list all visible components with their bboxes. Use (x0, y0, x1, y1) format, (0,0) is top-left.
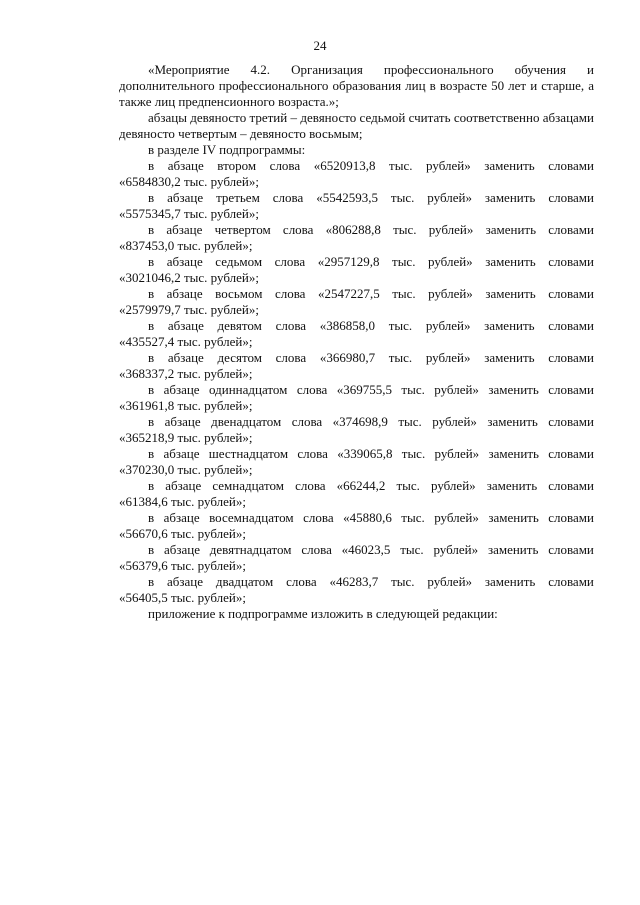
amendment-word: словами (548, 350, 594, 365)
amendment-word: тыс. (389, 158, 413, 173)
amendment-word: словами (548, 510, 594, 525)
amendment-word: словами (548, 478, 594, 493)
amendment-line (119, 414, 594, 430)
amendment-item (119, 318, 594, 350)
amendment-word: рублей» (430, 478, 476, 493)
amendment-word: в (148, 318, 155, 333)
amendment-list (119, 158, 594, 606)
amendment-new-value: «61384,6 тыс. рублей»; (119, 494, 246, 509)
amendment-word: абзаце (163, 446, 200, 461)
amendment-word: рублей» (425, 350, 471, 365)
amendment-word: слова (286, 574, 317, 589)
amendment-item (119, 414, 594, 446)
amendment-word: рублей» (432, 414, 477, 429)
amendment-word: абзаце (167, 158, 204, 173)
amendment-word: абзаце (167, 574, 204, 589)
amendment-word: тыс. (388, 318, 413, 333)
amendment-word: одиннадцатом (209, 382, 288, 397)
amendment-word: заменить (485, 254, 536, 269)
amendment-word: «386858,0 (319, 318, 375, 333)
amendment-word: словами (548, 446, 594, 461)
amendment-new-value: «6584830,2 тыс. рублей»; (119, 174, 259, 189)
amendment-word: словами (548, 414, 594, 429)
amendment-word: втором (217, 158, 257, 173)
amendment-word: восьмом (215, 286, 263, 301)
amendment-word: «66244,2 (336, 478, 386, 493)
amendment-word: девятнадцатом (209, 542, 292, 557)
amendment-word: в (148, 350, 155, 365)
amendment-new-value: «365218,9 тыс. рублей»; (119, 430, 253, 445)
amendment-word: слова (272, 190, 304, 205)
amendment-word: в (148, 286, 155, 301)
amendment-new-value: «361961,8 тыс. рублей»; (119, 398, 253, 413)
amendment-item (119, 542, 594, 574)
amendment-item (119, 158, 594, 190)
amendment-word: абзаце (165, 478, 202, 493)
amendment-word: слова (296, 382, 328, 397)
paragraph-renumbering: абзацы девяносто третий – девяносто седьмой считать соответственно абзацами девяносто четвертым – девяносто восьмым; (119, 110, 594, 141)
amendment-line (119, 478, 594, 494)
amendment-word: восемнадцатом (209, 510, 294, 525)
amendment-word: абзаце (167, 350, 204, 365)
amendment-word: тыс. (401, 446, 426, 461)
amendment-word: словами (548, 542, 594, 557)
amendment-word: третьем (216, 190, 260, 205)
amendment-new-value: «56379,6 тыс. рублей»; (119, 558, 246, 573)
amendment-word: заменить (488, 446, 539, 461)
amendment-word: рублей» (433, 542, 479, 557)
amendment-word: в (148, 382, 155, 397)
amendment-word: абзаце (166, 286, 203, 301)
amendment-word: рублей» (434, 382, 479, 397)
amendment-item (119, 574, 594, 606)
amendment-word: словами (548, 254, 594, 269)
amendment-word: рублей» (427, 574, 473, 589)
amendment-word: рублей» (428, 254, 473, 269)
amendment-word: словами (548, 190, 594, 205)
amendment-word: в (148, 574, 155, 589)
amendment-word: рублей» (427, 190, 472, 205)
amendment-word: «2957129,8 (317, 254, 380, 269)
amendment-line (119, 350, 594, 366)
amendment-word: тыс. (398, 414, 422, 429)
amendment-word: абзаце (167, 318, 204, 333)
amendment-line (119, 510, 594, 526)
amendment-new-value: «5575345,7 тыс. рублей»; (119, 206, 259, 221)
amendment-word: рублей» (428, 222, 474, 237)
amendment-word: словами (548, 382, 594, 397)
amendment-line (119, 318, 594, 334)
amendment-word: «339065,8 (337, 446, 393, 461)
amendment-word: семнадцатом (212, 478, 284, 493)
amendment-word: в (148, 542, 155, 557)
amendment-word: тыс. (392, 286, 416, 301)
amendment-line (119, 574, 594, 590)
amendment-item (119, 190, 594, 222)
amendment-word: рублей» (426, 158, 471, 173)
amendment-word: десятом (217, 350, 262, 365)
amendment-word: седьмом (215, 254, 263, 269)
amendment-word: словами (548, 318, 594, 333)
amendment-word: в (148, 478, 155, 493)
amendment-line (119, 382, 594, 398)
amendment-word: слова (303, 510, 334, 525)
amendment-word: заменить (484, 350, 535, 365)
amendment-word: в (148, 254, 155, 269)
amendment-item (119, 254, 594, 286)
amendment-word: заменить (484, 318, 535, 333)
amendment-word: слова (269, 158, 301, 173)
amendment-new-value: «56670,6 тыс. рублей»; (119, 526, 246, 541)
amendment-word: тыс. (401, 510, 425, 525)
paragraph-closing: приложение к подпрограмме изложить в следующей редакции: (148, 606, 498, 621)
amendment-word: девятом (217, 318, 262, 333)
amendment-line (119, 158, 594, 174)
amendment-word: четвертом (214, 222, 271, 237)
amendment-word: рублей» (428, 286, 473, 301)
amendment-word: в (148, 222, 155, 237)
amendment-word: «46023,5 (341, 542, 391, 557)
amendment-word: заменить (487, 542, 539, 557)
amendment-word: слова (301, 542, 332, 557)
amendment-word: «5542593,5 (316, 190, 378, 205)
amendment-word: в (148, 158, 155, 173)
amendment-line (119, 286, 594, 302)
amendment-word: словами (548, 222, 594, 237)
amendment-word: слова (274, 286, 306, 301)
amendment-new-value: «837453,0 тыс. рублей»; (119, 238, 253, 253)
amendment-word: тыс. (390, 190, 415, 205)
amendment-item (119, 286, 594, 318)
amendment-word: «374698,9 (332, 414, 388, 429)
amendment-word: в (148, 190, 155, 205)
amendment-word: заменить (485, 222, 537, 237)
amendment-word: «46283,7 (329, 574, 379, 589)
amendment-word: двадцатом (215, 574, 274, 589)
amendment-word: заменить (484, 190, 536, 205)
amendment-word: тыс. (388, 350, 413, 365)
amendment-word: абзаце (163, 382, 200, 397)
amendment-word: абзаце (164, 414, 201, 429)
amendment-new-value: «2579979,7 тыс. рублей»; (119, 302, 259, 317)
amendment-word: заменить (488, 510, 539, 525)
amendment-word: в (148, 414, 155, 429)
amendment-word: слова (297, 446, 328, 461)
amendment-word: слова (274, 254, 306, 269)
amendment-line (119, 222, 594, 238)
amendment-word: заменить (484, 574, 536, 589)
amendment-word: словами (548, 574, 594, 589)
amendment-line (119, 190, 594, 206)
page-number: 24 (313, 38, 327, 53)
paragraph-section-heading: в разделе IV подпрограммы: (148, 142, 306, 157)
amendment-word: рублей» (434, 510, 479, 525)
amendment-word: абзаце (166, 222, 203, 237)
amendment-item (119, 382, 594, 414)
amendment-new-value: «3021046,2 тыс. рублей»; (119, 270, 259, 285)
amendment-word: тыс. (401, 382, 425, 397)
amendment-word: «45880,6 (343, 510, 392, 525)
amendment-word: шестнадцатом (208, 446, 289, 461)
amendment-line (119, 254, 594, 270)
amendment-word: абзаце (163, 510, 200, 525)
amendment-word: «2547227,5 (317, 286, 380, 301)
amendment-item (119, 478, 594, 510)
amendment-word: тыс. (392, 254, 416, 269)
amendment-word: слова (275, 318, 307, 333)
amendment-item (119, 510, 594, 542)
paragraph-measure-title: «Мероприятие 4.2. Организация профессионального обучения и дополнительного профессионального образования лиц в возрасте 50 лет и старше, а также лиц предпенсионного возраста.»; (119, 62, 594, 109)
amendment-word: в (148, 446, 155, 461)
amendment-word: абзаце (167, 190, 204, 205)
amendment-word: «366980,7 (319, 350, 376, 365)
amendment-new-value: «435527,4 тыс. рублей»; (119, 334, 253, 349)
amendment-word: словами (548, 158, 594, 173)
amendment-word: тыс. (396, 478, 420, 493)
amendment-word: слова (291, 414, 323, 429)
amendment-line (119, 446, 594, 462)
amendment-word: заменить (485, 286, 536, 301)
amendment-line (119, 542, 594, 558)
amendment-word: рублей» (434, 446, 480, 461)
amendment-word: заменить (488, 382, 539, 397)
amendment-word: словами (548, 286, 594, 301)
amendment-word: слова (295, 478, 326, 493)
amendment-item (119, 222, 594, 254)
document-body (119, 62, 594, 622)
amendment-new-value: «368337,2 тыс. рублей»; (119, 366, 253, 381)
amendment-word: в (148, 510, 155, 525)
amendment-word: «806288,8 (325, 222, 381, 237)
amendment-word: слова (275, 350, 307, 365)
amendment-word: слова (282, 222, 314, 237)
amendment-word: двенадцатом (211, 414, 282, 429)
amendment-item (119, 350, 594, 382)
amendment-new-value: «56405,5 тыс. рублей»; (119, 590, 246, 605)
amendment-new-value: «370230,0 тыс. рублей»; (119, 462, 253, 477)
amendment-word: заменить (486, 478, 538, 493)
amendment-word: заменить (487, 414, 538, 429)
amendment-word: абзаце (166, 254, 203, 269)
amendment-word: заменить (484, 158, 535, 173)
amendment-word: тыс. (391, 574, 415, 589)
amendment-word: тыс. (400, 542, 424, 557)
amendment-word: «369755,5 (336, 382, 392, 397)
amendment-word: рублей» (425, 318, 471, 333)
amendment-word: тыс. (393, 222, 417, 237)
amendment-word: абзаце (163, 542, 200, 557)
amendment-word: «6520913,8 (313, 158, 376, 173)
amendment-item (119, 446, 594, 478)
